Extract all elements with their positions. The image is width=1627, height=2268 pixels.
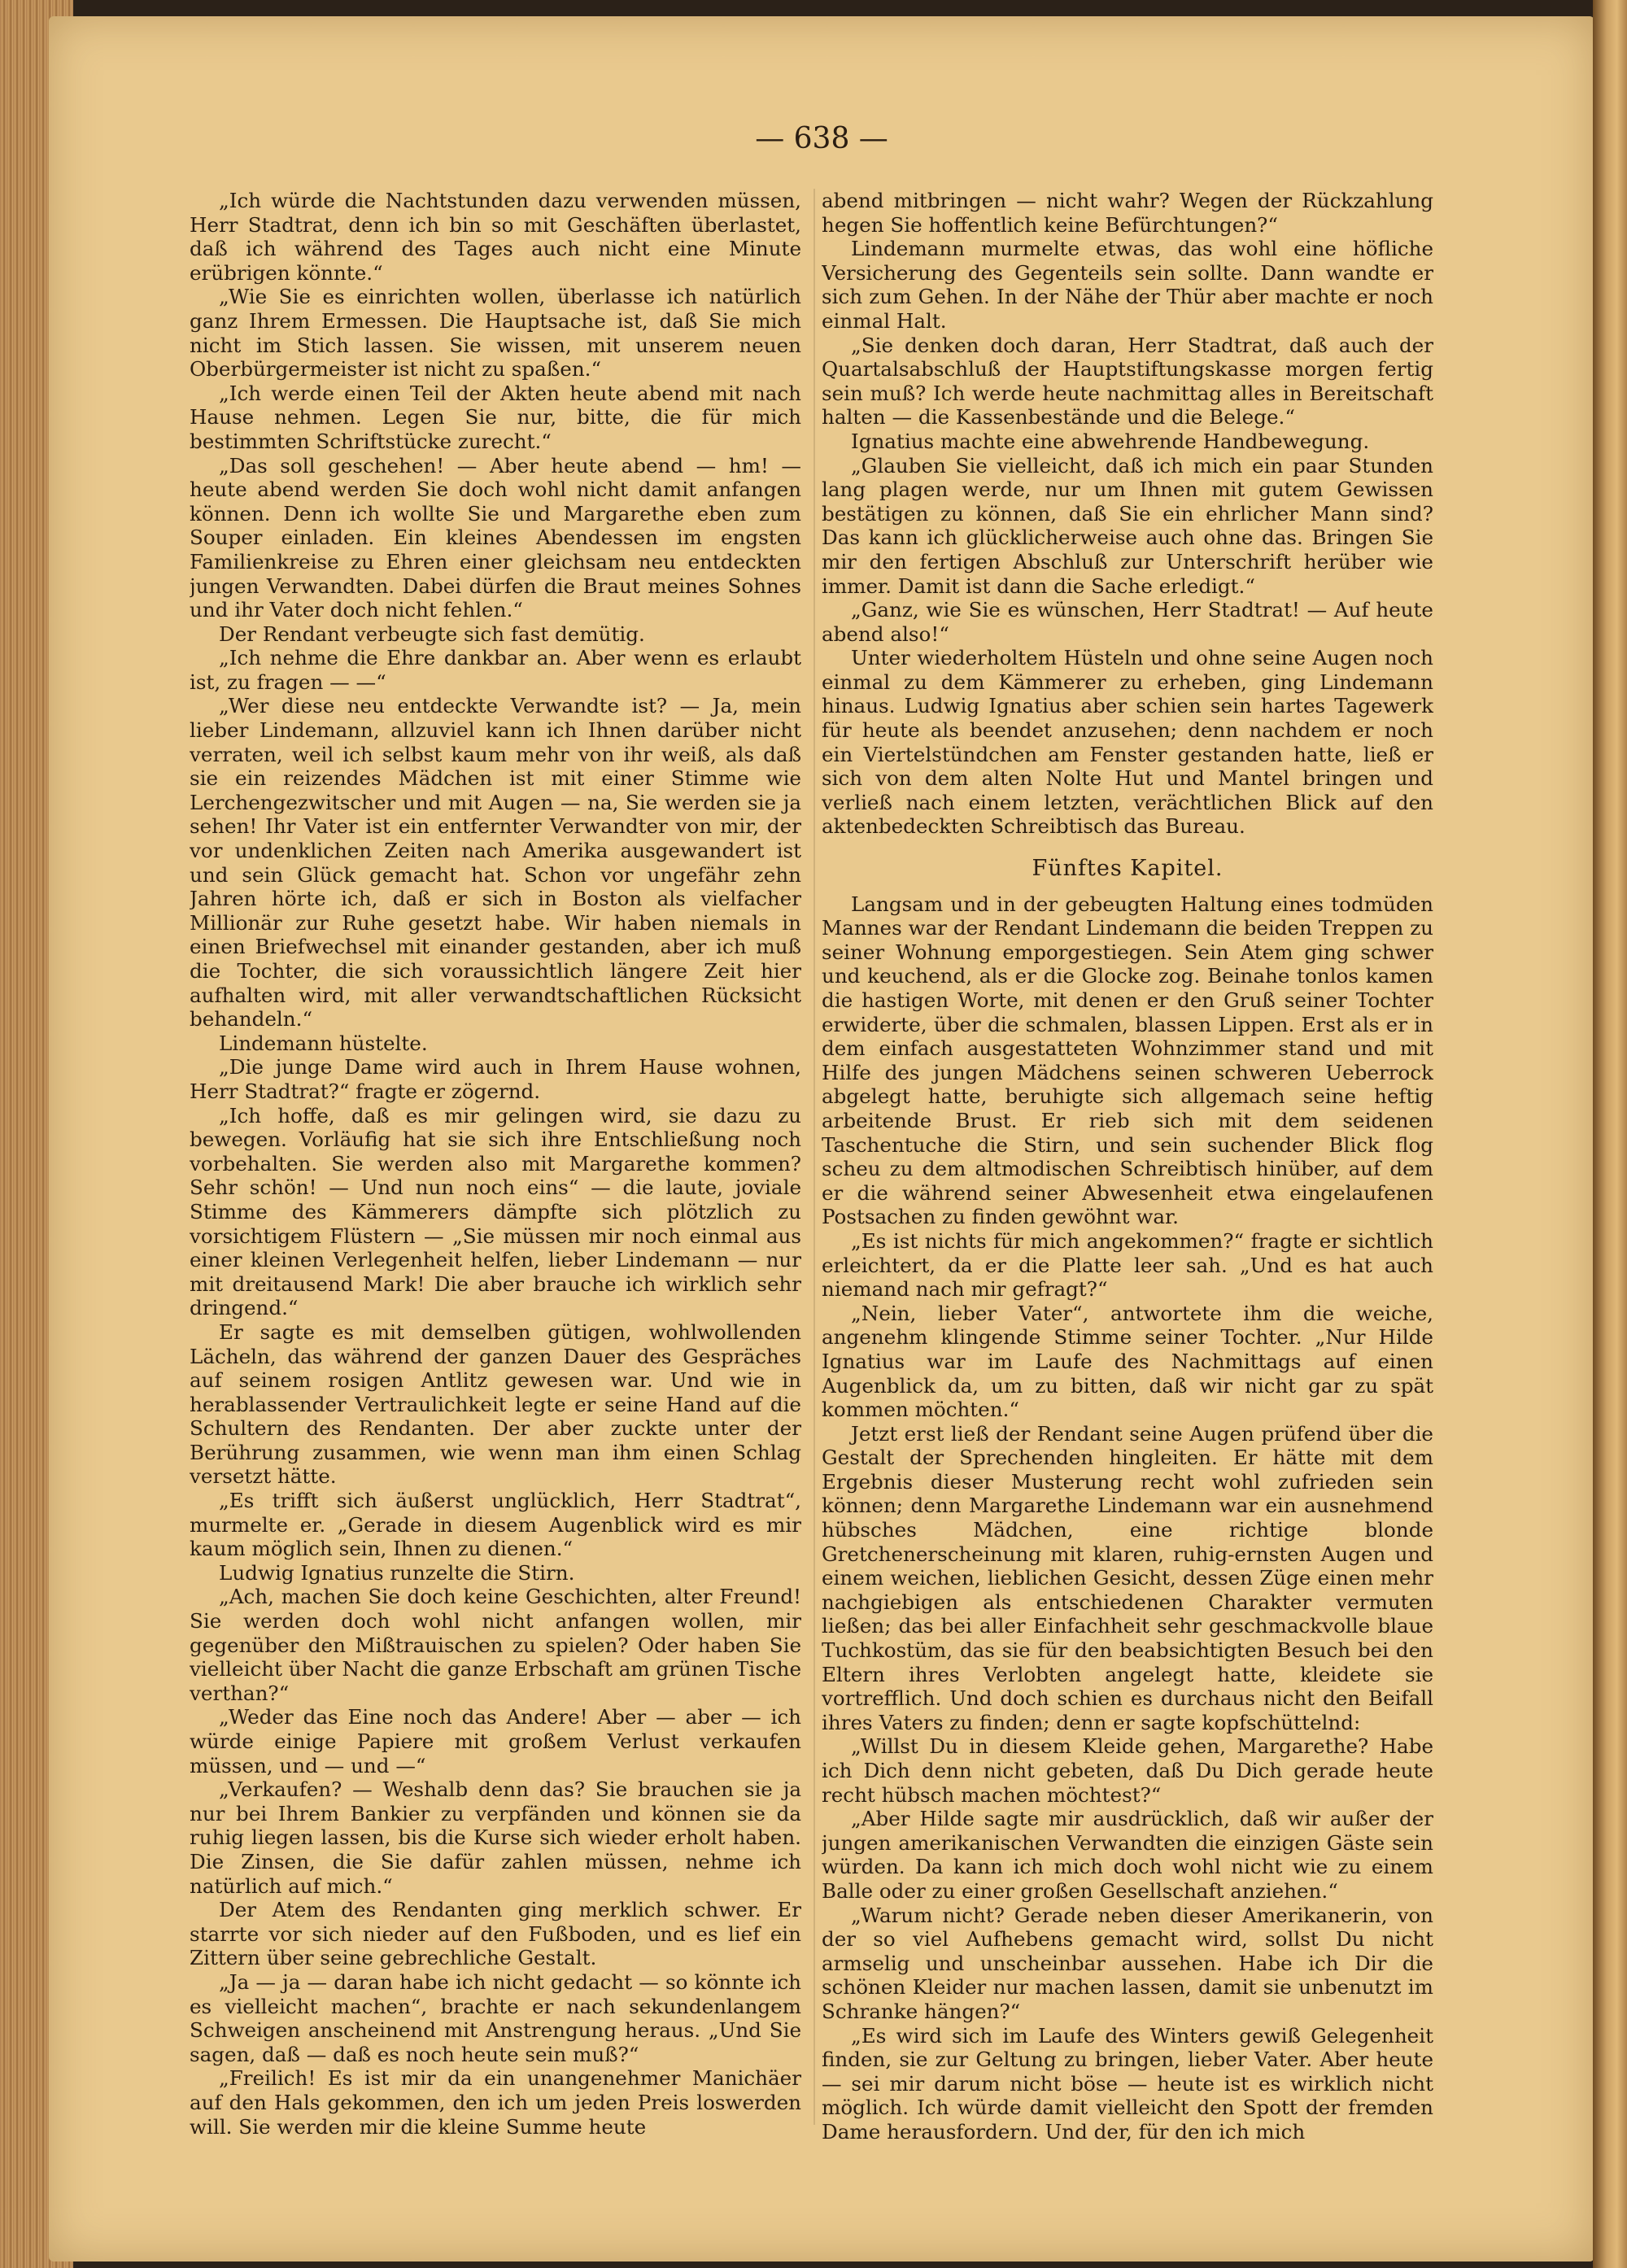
- paragraph: „Ja — ja — daran habe ich nicht gedacht — so könnte ich es vielleicht machen“, brachte er nach sekundenlangem Schweigen anscheinend mit Anstrengung heraus. „Und Sie sagen, daß — daß es noch heute sein muß?“: [190, 1969, 801, 2066]
- paragraph: „Ich hoffe, daß es mir gelingen wird, sie dazu zu bewegen. Vorläufig hat sie sich ihre Entschließung noch vorbehalten. Sie werden also mit Margarethe kommen? Sehr schön! — Und nun noch eins“ — die laute, joviale Stimme des Kämmerers dämpfte sich plötzlich zu vorsichtigem Flüstern — „Sie müssen mir noch einmal aus einer kleinen Verlegenheit helfen, lieber Lindemann — nur mit dreitausend Mark! Die aber brauche ich wirklich sehr dringend.“: [190, 1103, 801, 1320]
- paragraph: Er sagte es mit demselben gütigen, wohlwollenden Lächeln, das während der ganzen Dauer des Gespräches auf seinem rosigen Antlitz gewesen war. Und wie in herablassender Vertraulichkeit legte er seine Hand auf die Schultern des Rendanten. Der aber zuckte unter der Berührung zusammen, wie wenn man ihm einen Schlag versetzt hätte.: [190, 1319, 801, 1489]
- paragraph: „Willst Du in diesem Kleide gehen, Margarethe? Habe ich Dich denn nicht gebeten, daß Du Dich gerade heute recht hübsch machen möchtest?“: [822, 1734, 1433, 1807]
- chapter-heading: Fünftes Kapitel.: [1032, 856, 1224, 882]
- paragraph: „Ich werde einen Teil der Akten heute abend mit nach Hause nehmen. Legen Sie nur, bitte, die für mich bestimmten Schriftstücke zurecht.“: [190, 381, 801, 453]
- paragraph: „Weder das Eine noch das Andere! Aber — aber — ich würde einige Papiere mit großem Verlust verkaufen müssen, und — und —“: [190, 1705, 801, 1777]
- paragraph: „Ich würde die Nachtstunden dazu verwenden müssen, Herr Stadtrat, denn ich bin so mit Geschäften überlastet, daß ich während des Tages auch nicht eine Minute erübrigen könnte.“: [190, 189, 801, 285]
- paragraph: „Glauben Sie vielleicht, daß ich mich ein paar Stunden lang plagen werde, nur um Ihnen mit gutem Gewissen bestätigen zu können, daß Sie ein ehrlicher Mann sind? Das kann ich glücklicherweise auch ohne das. Bringen Sie mir den fertigen Abschluß zur Unterschrift herüber wie immer. Damit ist dann die Sache erledigt.“: [822, 453, 1433, 598]
- paragraph: Unter wiederholtem Hüsteln und ohne seine Augen noch einmal zu dem Kämmerer zu erheben, ging Lindemann hinaus. Ludwig Ignatius aber schien sein hartes Tagewerk für heute als beendet anzusehen; denn nachdem er noch ein Viertelstündchen am Fenster gestanden hatte, ließ er sich von dem alten Nolte Hut und Mantel bringen und verließ nach einem letzten, verächtlichen Blick auf den aktenbedeckten Schreibtisch das Bureau.: [822, 646, 1433, 839]
- paragraph: „Das soll geschehen! — Aber heute abend — hm! — heute abend werden Sie doch wohl nicht damit anfangen können. Denn ich wollte Sie und Margarethe eben zum Souper einladen. Ein kleines Abendessen im engsten Familienkreise zu Ehren einer gleichsam neu entdeckten jungen Verwandten. Dabei dürfen die Braut meines Sohnes und ihr Vater doch nicht fehlen.“: [190, 453, 801, 622]
- paragraph: Der Rendant verbeugte sich fast demütig.: [219, 622, 645, 646]
- paragraph: „Freilich! Es ist mir da ein unangenehmer Manichäer auf den Hals gekommen, den ich um jeden Preis loswerden will. Sie werden mir die kleine Summe heute: [190, 2066, 801, 2139]
- column-divider: [814, 189, 815, 2125]
- paragraph: „Wie Sie es einrichten wollen, überlasse ich natürlich ganz Ihrem Ermessen. Die Hauptsache ist, daß Sie mich nicht im Stich lassen. Sie wissen, mit unserem neuen Oberbürgermeister ist nicht zu spaßen.“: [190, 285, 801, 382]
- paragraph: Lindemann murmelte etwas, das wohl eine höfliche Versicherung des Gegenteils sein sollte. Dann wandte er sich zum Gehen. In der Nähe der Thür aber machte er noch einmal Halt.: [822, 237, 1433, 333]
- page-number: — 638 —: [755, 122, 888, 155]
- paragraph: „Es trifft sich äußerst unglücklich, Herr Stadtrat“, murmelte er. „Gerade in diesem Augenblick wird es mir kaum möglich sein, Ihnen zu dienen.“: [190, 1489, 801, 1561]
- paragraph: abend mitbringen — nicht wahr? Wegen der Rückzahlung hegen Sie hoffentlich keine Befürchtungen?“: [822, 189, 1433, 237]
- paragraph: „Es wird sich im Laufe des Winters gewiß Gelegenheit finden, sie zur Geltung zu bringen, lieber Vater. Aber heute — sei mir darum nicht böse — heute ist es wirklich nicht möglich. Ich würde damit vielleicht den Spott der fremden Dame herausfordern. Und der, für den ich mich: [822, 2023, 1433, 2144]
- book-right-edge: [1593, 0, 1627, 2268]
- paragraph: Der Atem des Rendanten ging merklich schwer. Er starrte vor sich nieder auf den Fußboden, und es lief ein Zittern über seine gebrechliche Gestalt.: [190, 1898, 801, 1970]
- paragraph: „Die junge Dame wird auch in Ihrem Hause wohnen, Herr Stadtrat?“ fragte er zögernd.: [190, 1055, 801, 1103]
- paragraph: „Ach, machen Sie doch keine Geschichten, alter Freund! Sie werden doch wohl nicht anfangen wollen, mir gegenüber den Mißtrauischen zu spielen? Oder haben Sie vielleicht über Nacht die ganze Erbschaft am grünen Tische verthan?“: [190, 1585, 801, 1705]
- paragraph: Lindemann hüstelte.: [219, 1031, 428, 1055]
- paragraph: „Aber Hilde sagte mir ausdrücklich, daß wir außer der jungen amerikanischen Verwandten die einzigen Gäste sein würden. Da kann ich mich doch wohl nicht wie zu einem Balle oder zu einer großen Gesellschaft anziehen.“: [822, 1807, 1433, 1903]
- paragraph: Ludwig Ignatius runzelte die Stirn.: [219, 1560, 575, 1585]
- paragraph: „Ganz, wie Sie es wünschen, Herr Stadtrat! — Auf heute abend also!“: [822, 598, 1433, 646]
- paragraph: Langsam und in der gebeugten Haltung eines todmüden Mannes war der Rendant Lindemann die beiden Treppen zu seiner Wohnung emporgestiegen. Sein Atem ging schwer und keuchend, als er die Glocke zog. Beinahe tonlos kamen die hastigen Worte, mit denen er den Gruß seiner Tochter erwiderte, über die schmalen, blassen Lippen. Erst als er in dem einfach ausgestatteten Wohnzimmer stand und mit Hilfe des jungen Mädchens seinen schweren Ueberrock abgelegt hatte, beruhigte sich allgemach seine heftig arbeitende Brust. Er rieb sich mit dem seidenen Taschentuche die Stirn, und sein suchender Blick flog scheu zu dem altmodischen Schreibtisch hinüber, auf dem er die während seiner Abwesenheit etwa eingelaufenen Postsachen zu finden gewöhnt war.: [822, 892, 1433, 1229]
- paragraph: „Wer diese neu entdeckte Verwandte ist? — Ja, mein lieber Lindemann, allzuviel kann ich Ihnen darüber nicht verraten, weil ich selbst kaum mehr von ihr weiß, als daß sie ein reizendes Mädchen ist mit einer Stimme wie Lerchengezwitscher und mit Augen — na, Sie werden sie ja sehen! Ihr Vater ist ein entfernter Verwandter von mir, der vor undenklichen Zeiten nach Amerika ausgewandert ist und sein Glück gemacht hat. Schon vor ungefähr zehn Jahren hörte ich, daß er sich in Boston als vielfacher Millionär zur Ruhe gesetzt habe. Wir haben niemals in einen Briefwechsel mit einander gestanden, aber ich muß die Tochter, die sich voraussichtlich längere Zeit hier aufhalten wird, mit aller verwandtschaftlichen Rücksicht behandeln.“: [190, 694, 801, 1032]
- paragraph: „Ich nehme die Ehre dankbar an. Aber wenn es erlaubt ist, zu fragen — —“: [190, 646, 801, 694]
- left-column: [190, 189, 801, 2149]
- paragraph: „Warum nicht? Gerade neben dieser Amerikanerin, von der so viel Aufhebens gemacht wird, sollst Du nicht armselig und unscheinbar aussehen. Habe ich Dir die schönen Kleider nur machen lassen, damit sie unbenutzt im Schranke hängen?“: [822, 1903, 1433, 2023]
- paragraph: Jetzt erst ließ der Rendant seine Augen prüfend über die Gestalt der Sprechenden hingleiten. Er hätte mit dem Ergebnis dieser Musterung recht wohl zufrieden sein können; denn Margarethe Lindemann war ein ausnehmend hübsches Mädchen, eine richtige blonde Gretchenerscheinung mit klaren, ruhig-ernsten Augen und einem weichen, lieblichen Gesicht, dessen Züge einen mehr nachgiebigen als entschiedenen Charakter vermuten ließen; das bei aller Einfachheit sehr geschmackvolle blaue Tuchkostüm, das sie für den beabsichtigten Besuch bei den Eltern ihres Verlobten angelegt hatte, kleidete sie vortrefflich. Und doch schien es durchaus nicht den Beifall ihres Vaters zu finden; denn er sagte kopfschüttelnd:: [822, 1421, 1433, 1734]
- paragraph: „Nein, lieber Vater“, antwortete ihm die weiche, angenehm klingende Stimme seiner Tochter. „Nur Hilde Ignatius war im Laufe des Nachmittags auf einen Augenblick da, um zu bitten, daß wir nicht gar zu spät kommen möchten.“: [822, 1301, 1433, 1422]
- paragraph: „Es ist nichts für mich angekommen?“ fragte er sichtlich erleichtert, da er die Platte leer sah. „Und es hat auch niemand nach mir gefragt?“: [822, 1228, 1433, 1302]
- right-column: [822, 189, 1433, 2149]
- paragraph: Ignatius machte eine abwehrende Handbewegung.: [851, 429, 1370, 453]
- paragraph: „Verkaufen? — Weshalb denn das? Sie brauchen sie ja nur bei Ihrem Bankier zu verpfänden und können sie da ruhig liegen lassen, bis die Kurse sich wieder erholt haben. Die Zinsen, die Sie dafür zahlen müssen, nehme ich natürlich auf mich.“: [190, 1777, 801, 1898]
- paragraph: „Sie denken doch daran, Herr Stadtrat, daß auch der Quartalsabschluß der Hauptstiftungskasse morgen fertig sein muß? Ich werde heute nachmittag alles in Bereitschaft halten — die Kassenbestände und die Belege.“: [822, 333, 1433, 430]
